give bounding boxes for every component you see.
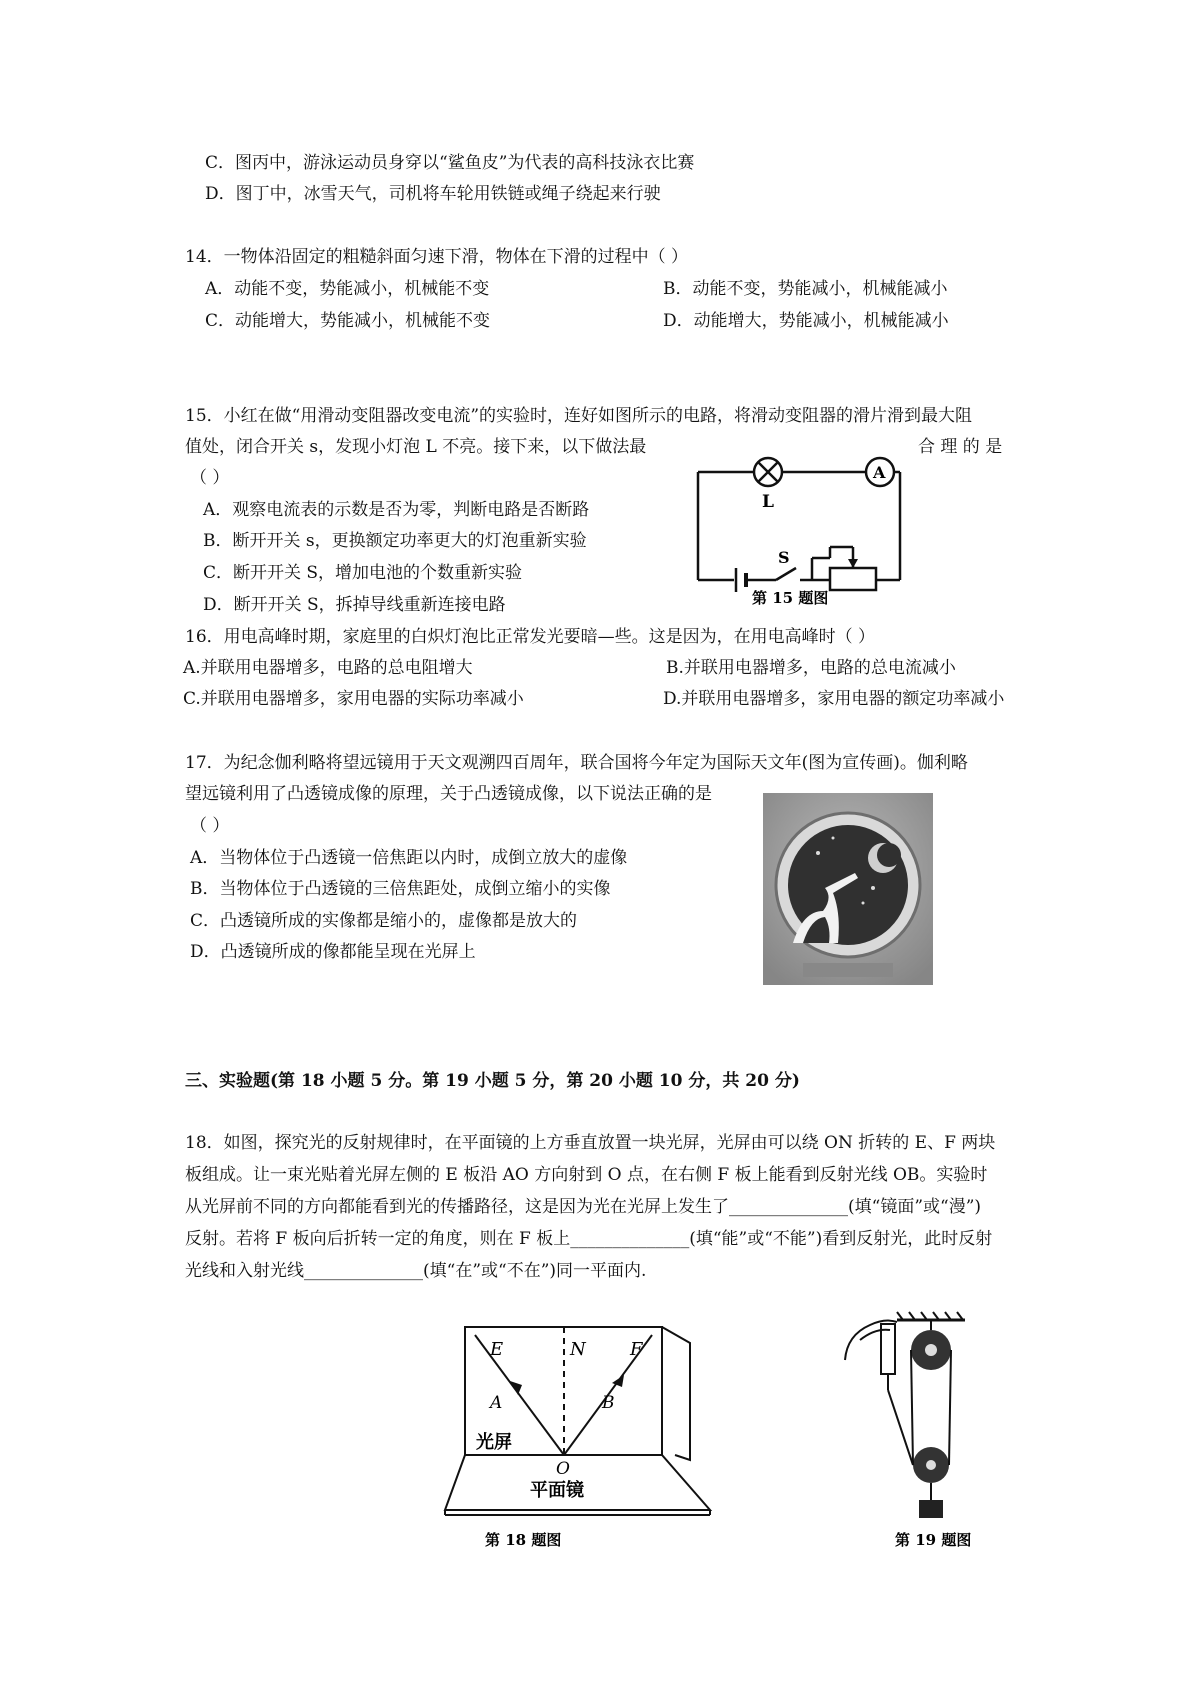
lamp-icon [754, 458, 782, 486]
astronomy-poster-image [763, 793, 933, 985]
q13-option-d: D．图丁中，冰雪天气，司机将车轮用铁链或绳子绕起来行驶 [205, 184, 661, 204]
q14-stem: 14．一物体沿固定的粗糙斜面匀速下滑，物体在下滑的过程中（ ） [185, 247, 689, 267]
q13-option-c: C．图丙中，游泳运动员身穿以“鲨鱼皮”为代表的高科技泳衣比赛 [205, 153, 695, 173]
label-o: O [556, 1459, 570, 1479]
reflection-figure [430, 1305, 750, 1550]
label-b: B [602, 1393, 615, 1413]
q15-option-a: A．观察电流表的示数是否为零，判断电路是否断路 [203, 500, 590, 520]
q15-stem-line1: 15．小红在做“用滑动变阻器改变电流”的实验时，连好如图所示的电路，将滑动变阻器的滑片滑到最大阻 [185, 406, 973, 426]
movable-pulley-icon [913, 1447, 949, 1483]
section-3-title: 三、实验题(第 18 小题 5 分。第 19 小题 5 分，第 20 小题 10 分，共 20 分) [185, 1071, 800, 1091]
fixed-pulley-icon [911, 1330, 951, 1370]
lamp-label: L [762, 492, 774, 512]
label-e: E [490, 1339, 504, 1360]
label-f: F [630, 1339, 643, 1360]
label-a: A [490, 1393, 503, 1413]
q17-option-d: D．凸透镜所成的像都能呈现在光屏上 [190, 942, 476, 962]
q18-line2: 板组成。让一束光贴着光屏左侧的 E 板沿 AO 方向射到 O 点，在右侧 F 板上能看到反射光线 OB。实验时 [185, 1165, 988, 1185]
q18-line5: 光线和入射光线______________(填“在”或“不在”)同一平面内. [185, 1261, 647, 1281]
q14-option-b: B．动能不变，势能减小，机械能减小 [663, 279, 948, 299]
q15-option-d: D．断开开关 S，拆掉导线重新连接电路 [203, 595, 506, 615]
q17-stem-line1: 17．为纪念伽利略将望远镜用于天文观溯四百周年，联合国将今年定为国际天文年(图为宣传画)。伽利略 [185, 753, 968, 773]
ammeter-label: A [873, 463, 886, 482]
q16-option-c: C.并联用电器增多，家用电器的实际功率减小 [183, 689, 524, 709]
figure-15-caption: 第 15 题图 [752, 589, 829, 605]
label-n: N [570, 1339, 586, 1360]
figure-18-caption: 第 18 题图 [485, 1531, 562, 1549]
label-screen: 光屏 [476, 1432, 512, 1453]
q18-line3: 从光屏前不同的方向都能看到光的传播路径，这是因为光在光屏上发生了______________(填“镜面”或“漫”) [185, 1197, 982, 1217]
q17-option-b: B．当物体位于凸透镜的三倍焦距处，成倒立缩小的实像 [190, 879, 611, 899]
q16-option-b: B.并联用电器增多，电路的总电流减小 [666, 658, 956, 678]
circuit-figure [690, 455, 910, 605]
q17-option-c: C．凸透镜所成的实像都是缩小的，虚像都是放大的 [190, 911, 578, 931]
q15-option-b: B．断开开关 s，更换额定功率更大的灯泡重新实验 [203, 531, 587, 551]
q15-option-c: C．断开开关 S，增加电池的个数重新实验 [203, 563, 523, 583]
figure-19-caption: 第 19 题图 [895, 1531, 972, 1549]
battery-icon [736, 568, 746, 592]
q15-stem-line3: （ ） [190, 468, 230, 488]
q14-option-a: A．动能不变，势能减小，机械能不变 [205, 279, 490, 299]
weight-block [919, 1500, 943, 1518]
switch-label: S [778, 548, 790, 567]
q14-option-c: C．动能增大，势能减小，机械能不变 [205, 311, 491, 331]
q14-option-d: D．动能增大，势能减小，机械能减小 [663, 311, 949, 331]
q18-line4: 反射。若将 F 板向后折转一定的角度，则在 F 板上______________(填“能”或“不能”)看到反射光，此时反射 [185, 1229, 993, 1249]
label-mirror: 平面镜 [530, 1480, 584, 1501]
q16-option-a: A.并联用电器增多，电路的总电阻增大 [183, 658, 473, 678]
q16-stem: 16．用电高峰时期，家庭里的白炽灯泡比正常发光要暗—些。这是因为，在用电高峰时（ ） [185, 627, 876, 647]
pulley-figure [835, 1300, 975, 1550]
q15-stem-line2-tail: 合 理 的 是 [918, 437, 1003, 457]
q18-line1: 18．如图，探究光的反射规律时，在平面镜的上方垂直放置一块光屏，光屏由可以绕 ON 折转的 E、F 两块 [185, 1133, 996, 1153]
q16-option-d: D.并联用电器增多，家用电器的额定功率减小 [663, 689, 1005, 709]
q15-stem-line2: 值处，闭合开关 s，发现小灯泡 L 不亮。接下来，以下做法最 [185, 437, 647, 457]
q17-option-a: A．当物体位于凸透镜一倍焦距以内时，成倒立放大的虚像 [190, 848, 628, 868]
q17-stem-line3: （ ） [190, 816, 230, 836]
q17-stem-line2: 望远镜利用了凸透镜成像的原理，关于凸透镜成像，以下说法正确的是 [185, 784, 712, 804]
